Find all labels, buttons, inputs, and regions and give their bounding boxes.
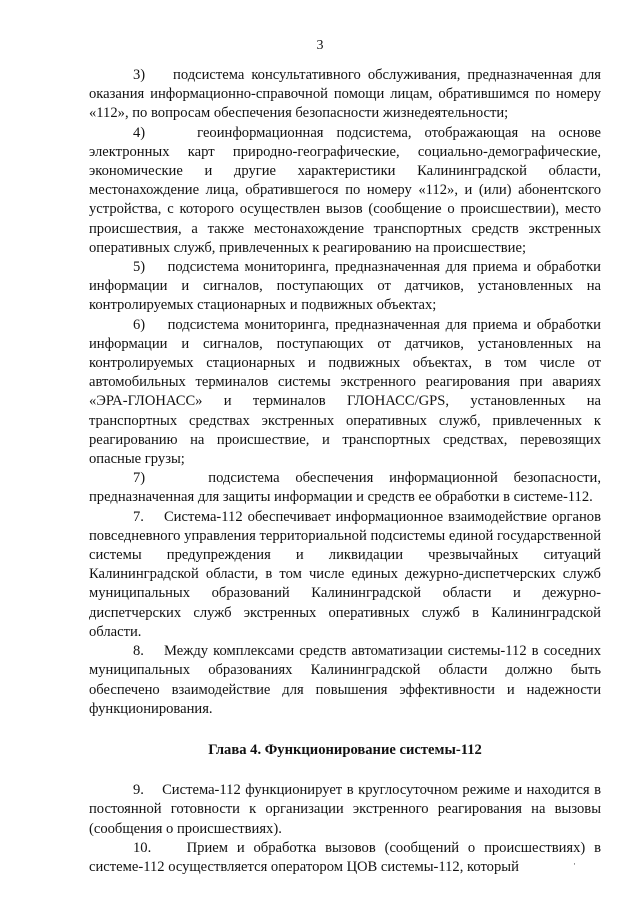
paragraph-clause-7: 7. Система-112 обеспечивает информационное взаимодействие органов повседневного управления территориальной подсистемы единой государственной системы предупреждения и ликвидации чрезвычайных ситуаций Калининградской области, в том числе единых дежурно-диспетчерских служб муниципальных образований Калининградской области и дежурно-диспетчерских служб экстренных оперативных служб в Калининградской области. [89, 508, 601, 640]
paragraph-item-3: 3) подсистема консультативного обслуживания, предназначенная для оказания информационно-справочной помощи лицам, обратившимся по номеру «112», по вопросам обеспечения безопасности жизнедеятельности; [89, 67, 601, 122]
paragraph-item-7: 7) подсистема обеспечения информационной безопасности, предназначенная для защиты информации и средств ее обработки в системе-112. [89, 470, 601, 506]
page-number: 3 [316, 38, 324, 53]
paragraph-item-6: 6) подсистема мониторинга, предназначенная для приема и обработки информации и сигналов, поступающих от датчиков, установленных на контролируемых стационарных и подвижных объектах, в том числе от автомобильных терминалов системы экстренного реагирования при авариях «ЭРА-ГЛОНАСС» и терминалов ГЛОНАСС/GPS, установленных на транспортных средствах экстренных оперативных служб, привлеченных к реагированию на происшествие, и транспортных средствах, перевозящих опасные грузы; [89, 316, 601, 468]
paragraph-clause-10: 10. Прием и обработка вызовов (сообщений о происшествиях) в системе-112 осуществляется оператором ЦОВ системы-112, который [89, 839, 601, 875]
paragraph-item-5: 5) подсистема мониторинга, предназначенная для приема и обработки информации и сигналов, поступающих от датчиков, установленных на контролируемых стационарных и подвижных объектах; [89, 259, 601, 314]
corner-mark: · [573, 859, 576, 869]
paragraph-item-4: 4) геоинформационная подсистема, отображающая на основе электронных карт природно-географические, социально-демографические, экономические и другие характеристики Калининградской области, местонахождение лица, обратившегося по номеру «112», и (или) абонентского устройства, с которого осуществлен вызов (сообщение о происшествии), место происшествия, а также местонахождение транспортных средств экстренных оперативных служб, привлеченных к реагированию на происшествие; [89, 124, 601, 256]
paragraph-clause-8: 8. Между комплексами средств автоматизации системы-112 в соседних муниципальных образованиях Калининградской области должно быть обеспечено взаимодействие для повышения эффективности и надежности функционирования. [89, 643, 601, 717]
document-body [89, 66, 601, 877]
chapter-heading: Глава 4. Функционирование системы-112 [208, 741, 482, 758]
paragraph-clause-9: 9. Система-112 функционирует в круглосуточном режиме и находится в постоянной готовности к организации экстренного реагирования на вызовы (сообщения о происшествиях). [89, 782, 601, 837]
